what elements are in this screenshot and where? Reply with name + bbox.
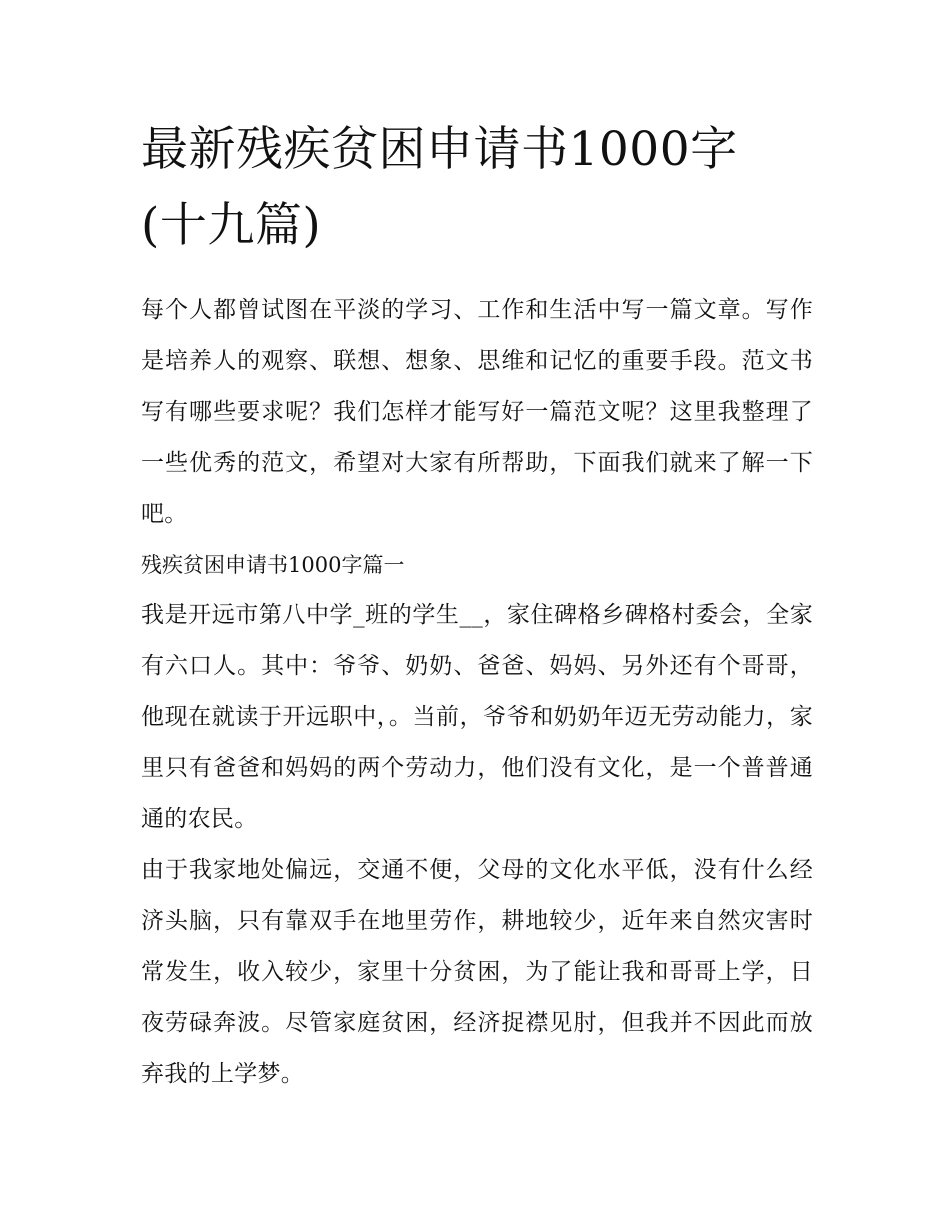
body-paragraph-2: 由于我家地处偏远，交通不便，父母的文化水平低，没有什么经济头脑，只有靠双手在地里劳作，耕地较少，近年来自然灾害时常发生，收入较少，家里十分贫困，为了能让我和哥哥上学，日夜劳碌奔波。尽管家庭贫困，经济捉襟见肘，但我并不因此而放弃我的上学梦。 xyxy=(141,857,813,1087)
title-line-2: (十九篇) xyxy=(141,198,322,253)
intro-paragraph: 每个人都曾试图在平淡的学习、工作和生活中写一篇文章。写作是培养人的观察、联想、想象、思维和记忆的重要手段。范文书写有哪些要求呢？我们怎样才能写好一篇范文呢？这里我整理了一些优秀的范文，希望对大家有所帮助，下面我们就来了解一下吧。 xyxy=(141,297,813,527)
document-title xyxy=(141,112,813,264)
title-line-1: 最新残疾贫困申请书1000字 xyxy=(141,122,738,177)
document-body xyxy=(141,112,813,1100)
section-heading: 残疾贫困申请书1000字篇一 xyxy=(141,553,405,577)
body-paragraph-1: 我是开远市第八中学_班的学生__，家住碑格乡碑格村委会，全家有六口人。其中：爷爷、奶奶、爸爸、妈妈、另外还有个哥哥，他现在就读于开远职中，。当前，爷爷和奶奶年迈无劳动能力，家里只有爸爸和妈妈的两个劳动力，他们没有文化，是一个普普通通的农民。 xyxy=(141,602,813,832)
